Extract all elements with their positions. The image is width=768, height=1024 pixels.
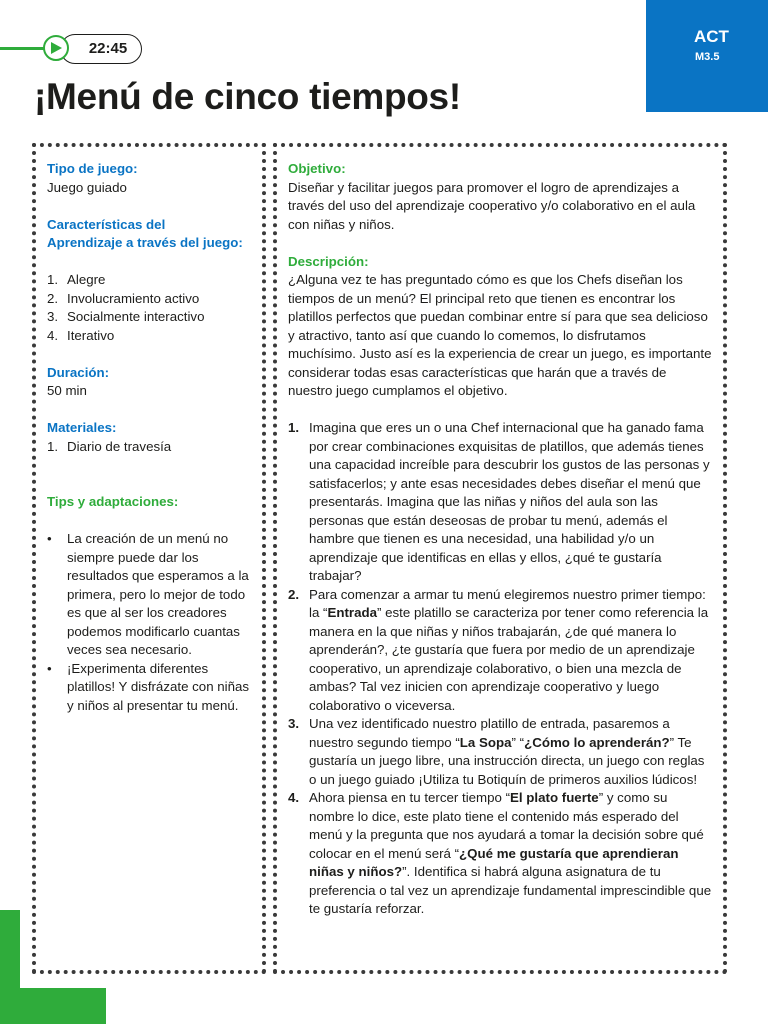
- step-emphasis: Entrada: [327, 605, 377, 620]
- caracteristicas-list: [47, 271, 257, 345]
- descripcion-text: ¿Alguna vez te has preguntado cómo es que los Chefs diseñan los tiempos de un menú? El principal reto que tienen es encontrar los platillos perfectos que puedan combinar entre sí para que sea delicioso y atractivo, tanto así que cuando lo comemos, lo disfrutamos muchísimo. Justo así es la experiencia de crear un juego, es importante considerar todas esas características que harán que a través de nuestro juego cumplamos el objetivo.: [288, 272, 712, 398]
- play-button[interactable]: [43, 35, 69, 61]
- step-emphasis: La Sopa: [459, 734, 512, 750]
- step-item: [288, 715, 714, 789]
- step-text: Para comenzar a armar tu menú elegiremos nuestro primer tiempo: la “Entrada” este platillo se caracteriza por tener como referencia la manera en la que niñas y niños trabajarán, ¿de qué manera lo aprenderán?, ¿te gustaría que fuera por medio de un aprendizaje cooperativo, un aprendizaje colaborativo, o bien una mezcla de ambas? Tal vez inicien con aprendizaje cooperativo y luego colaborativo o viceversa.: [309, 586, 709, 713]
- bullet-icon: •: [47, 660, 52, 676]
- caracteristica-item-number: 3.: [47, 309, 59, 324]
- step-number: 2.: [288, 586, 300, 602]
- step-emphasis: El plato fuerte: [510, 790, 599, 805]
- bottom-green-tab: [0, 988, 106, 1024]
- step-emphasis: ¿Cómo lo aprenderán?: [524, 734, 670, 750]
- time-pill: [60, 34, 142, 64]
- tipo-heading: Tipo de juego:: [47, 161, 138, 176]
- tips-heading: Tips y adaptaciones:: [47, 494, 179, 509]
- caracteristica-item-text: Iterativo: [67, 327, 115, 343]
- header-green-line: [0, 47, 44, 50]
- caracteristica-item: [47, 327, 257, 346]
- step-number: 4.: [288, 790, 300, 805]
- caracteristica-item-number: 2.: [47, 290, 59, 306]
- activity-badge: [646, 0, 768, 112]
- caracteristica-item: [47, 271, 257, 290]
- objetivo-heading: Objetivo:: [288, 161, 346, 176]
- tip-item: [47, 530, 257, 660]
- materiales-heading: Materiales:: [47, 420, 117, 435]
- caracteristica-item-text: Involucramiento activo: [67, 290, 200, 306]
- play-icon: [50, 41, 63, 55]
- steps-list: [288, 419, 714, 919]
- caracteristica-item: [47, 308, 257, 327]
- time-label: 22:45: [88, 40, 128, 57]
- step-item: [288, 586, 714, 716]
- tips-list: [47, 530, 257, 715]
- descripcion-heading: Descripción:: [288, 253, 369, 269]
- materiales-list: [47, 438, 257, 457]
- caracteristica-item-text: Alegre: [67, 272, 106, 287]
- step-text: Imagina que eres un o una Chef internacional que ha ganado fama por crear combinaciones exquisitas de platillos, que además tienes una capacidad increíble para descubrir los gustos de las personas y satisfacerlos; y ante esas necesidades debes diseñar el menú que presentarás. Imagina que las niñas y niños del aula son las personas que están deseosas de probar tu menú, además el hambre que tienen es una necesidad, una habilidad y/o un aprendizaje que identificas en ellas y ellos, ¿qué te gustaría trabajar?: [309, 420, 710, 583]
- caracteristicas-heading-line1: Características del: [47, 216, 166, 232]
- tip-text: La creación de un menú no siempre puede dar los resultados que esperamos a la primera, pero lo mejor de todo es que al ser los creadores podemos modificarlo cuantas veces sea necesario.: [67, 531, 249, 657]
- tip-text: ¡Experimenta diferentes platillos! Y disfrázate con niñas y niños al presentar tu menú.: [67, 660, 250, 713]
- caracteristica-item-text: Socialmente interactivo: [67, 309, 205, 324]
- duracion-value: 50 min: [47, 383, 87, 398]
- step-item: [288, 419, 714, 586]
- step-number: 1.: [288, 420, 300, 435]
- material-item-number: 1.: [47, 438, 59, 454]
- material-item-text: Diario de travesía: [67, 438, 172, 454]
- step-emphasis: ¿Qué me gustaría que aprendieran niñas y niños?: [309, 845, 679, 879]
- left-panel: [47, 160, 257, 715]
- step-text: Una vez identificado nuestro platillo de entrada, pasaremos a nuestro segundo tiempo “La Sopa” “¿Cómo lo aprenderán?” Te gustaría un juego libre, una instrucción directa, un juego con reglas o un juego guiado ¡Utiliza tu Botiquín de primeros auxilios lúdicos!: [309, 716, 705, 787]
- right-panel: [288, 160, 714, 919]
- page-title: ¡Menú de cinco tiempos!: [34, 76, 461, 117]
- step-item: [288, 789, 714, 919]
- bullet-icon: •: [47, 531, 52, 546]
- caracteristica-item-number: 1.: [47, 272, 59, 287]
- caracteristica-item: [47, 290, 257, 309]
- tipo-value: Juego guiado: [47, 179, 127, 195]
- material-item: [47, 438, 257, 457]
- caracteristicas-heading-line2: Aprendizaje a través del juego:: [47, 235, 243, 250]
- step-number: 3.: [288, 716, 300, 731]
- activity-badge-code: M3.5: [695, 51, 720, 63]
- caracteristica-item-number: 4.: [47, 327, 59, 343]
- tip-item: [47, 660, 257, 716]
- activity-badge-label: ACT: [694, 27, 729, 46]
- duracion-heading: Duración:: [47, 364, 110, 380]
- objetivo-text: Diseñar y facilitar juegos para promover el logro de aprendizajes a través del uso del aprendizaje cooperativo y/o colaborativo en el aula con niñas y niños.: [288, 179, 696, 232]
- step-text: Ahora piensa en tu tercer tiempo “El plato fuerte” y como su nombre lo dice, este plato tiene el contenido más esperado del menú y la pregunta que nos ayudará a tomar la decisión sobre qué colocar en el menú será “¿Qué me gustaría que aprendieran niñas y niños?”. Identifica si habrá alguna asignatura de tu preferencia o tal vez un aprendizaje fundamental imprescindible que te gustaría reforzar.: [309, 790, 712, 916]
